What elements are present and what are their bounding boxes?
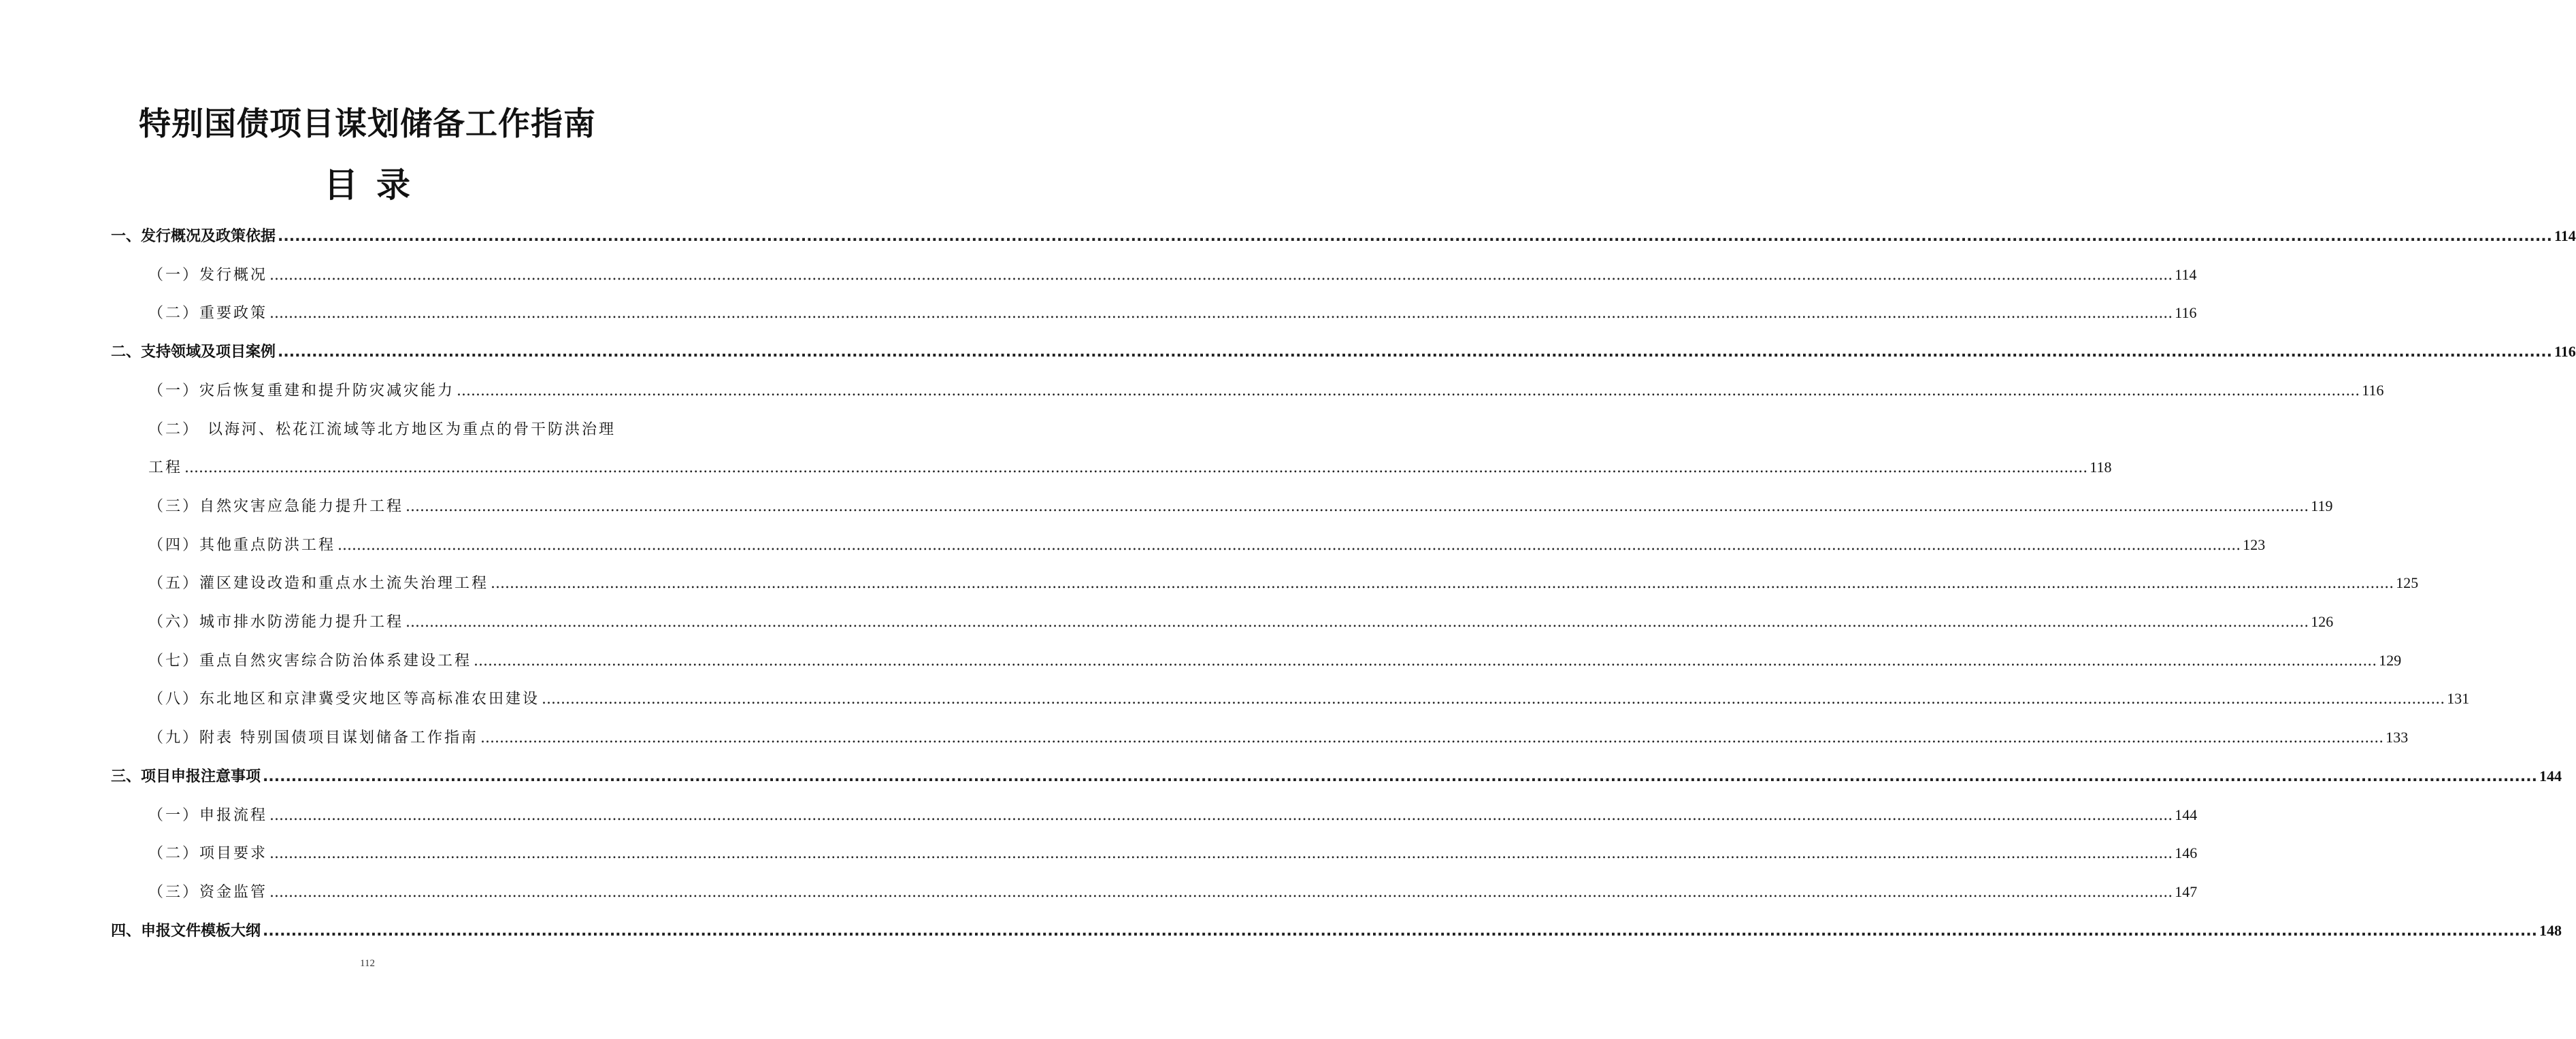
toc-heading [0, 158, 735, 207]
toc-leader-dots: ................................................................................................................................................................................................................................................................................................................................................................................................................ [480, 729, 2384, 746]
toc-entry-label: 重点自然灾害综合防治体系建设工程 [199, 653, 472, 670]
toc-entry-label: 灌区建设改造和重点水土流失治理工程 [199, 575, 489, 592]
toc-entry-label: 东北地区和京津冀受灾地区等高标准农田建设 [199, 691, 540, 708]
toc-leader-dots: ................................................................................................................................................................................................................................................................................................................................................................................................................ [269, 884, 2173, 901]
toc-entry-number: （三） [148, 498, 200, 515]
toc-heading-char-1: 目 [324, 165, 359, 205]
toc-entry-number: （五） [148, 575, 200, 592]
toc-leader-dots: ................................................................................................................................................................................................................................................................................................................................................................................................................ [278, 228, 2552, 245]
toc-entry-label: 一、发行概况及政策依据 [111, 228, 276, 245]
toc-entry-number: （二） [148, 845, 200, 862]
toc-entry-page: 114 [2175, 266, 2197, 283]
toc-entry[interactable] [111, 225, 2576, 246]
toc-entry-page: 144 [2539, 768, 2562, 785]
toc-entry[interactable] [148, 263, 2197, 284]
toc-entry[interactable] [148, 880, 2198, 902]
toc-entry-number: （七） [148, 653, 200, 670]
toc-entry-page: 116 [2554, 343, 2576, 360]
toc-leader-dots: ................................................................................................................................................................................................................................................................................................................................................................................................................ [491, 575, 2394, 592]
toc-entry[interactable] [148, 726, 2409, 747]
toc-leader-dots: ................................................................................................................................................................................................................................................................................................................................................................................................................ [406, 614, 2309, 631]
toc-entry-label: 资金监管 [199, 884, 268, 901]
toc-leader-dots: ................................................................................................................................................................................................................................................................................................................................................................................................................ [269, 305, 2173, 322]
toc-entry-page: 119 [2311, 497, 2333, 514]
toc-entry-page: 147 [2175, 883, 2198, 900]
toc-entry[interactable] [148, 456, 2112, 477]
toc-entry-label: 以海河、松花江流域等北方地区为重点的骨干防洪治理 [208, 421, 616, 438]
toc-entry[interactable] [148, 533, 2266, 555]
toc-entry-number: （六） [148, 614, 200, 631]
toc-entry-label: 四、申报文件模板大纲 [111, 923, 261, 940]
toc-entry-number: （四） [148, 537, 200, 554]
toc-entry-page: 131 [2447, 690, 2470, 707]
toc-entry[interactable] [148, 418, 623, 439]
toc-entry[interactable] [148, 804, 2198, 825]
toc-entry-page: 133 [2385, 729, 2409, 746]
toc-entry[interactable] [111, 340, 2576, 361]
document-title: 特别国债项目谋划储备工作指南 [139, 105, 596, 143]
toc-entry[interactable] [148, 379, 2384, 400]
toc-entry-page: 118 [2090, 459, 2112, 476]
toc-leader-dots: ................................................................................................................................................................................................................................................................................................................................................................................................................ [337, 537, 2241, 554]
toc-entry-label: 申报流程 [199, 807, 268, 824]
toc-entry[interactable] [148, 842, 2198, 863]
toc-leader-dots: ................................................................................................................................................................................................................................................................................................................................................................................................................ [542, 691, 2445, 708]
toc-entry-label: 城市排水防涝能力提升工程 [199, 614, 404, 631]
toc-entry-number: （一） [148, 382, 200, 399]
toc-entry[interactable] [148, 495, 2333, 516]
toc-entry-label: 项目要求 [199, 845, 268, 862]
toc-entry-label: 灾后恢复重建和提升防灾减灾能力 [199, 382, 455, 399]
toc-leader-dots: ................................................................................................................................................................................................................................................................................................................................................................................................................ [269, 845, 2173, 862]
toc-entry-number: （二） [148, 305, 200, 322]
toc-entry-page: 123 [2243, 536, 2266, 553]
toc-leader-dots: ................................................................................................................................................................................................................................................................................................................................................................................................................ [269, 807, 2173, 824]
toc-entry-number: （一） [148, 807, 200, 824]
toc-entry-number: （八） [148, 691, 200, 708]
toc-entry-label: 三、项目申报注意事项 [111, 768, 261, 785]
toc-leader-dots: ................................................................................................................................................................................................................................................................................................................................................................................................................ [278, 344, 2552, 361]
toc-entry[interactable] [148, 572, 2419, 593]
toc-heading-char-2: 录 [376, 165, 411, 205]
toc-leader-dots: ................................................................................................................................................................................................................................................................................................................................................................................................................ [263, 768, 2537, 785]
toc-entry-page: 148 [2539, 922, 2562, 939]
toc-entry[interactable] [111, 919, 2562, 940]
toc-entry-label: 自然灾害应急能力提升工程 [199, 498, 404, 515]
toc-entry-page: 114 [2554, 227, 2576, 244]
page-number: 112 [360, 958, 375, 969]
toc-leader-dots: ................................................................................................................................................................................................................................................................................................................................................................................................................ [269, 267, 2173, 284]
toc-entry-number: （九） [148, 729, 200, 746]
toc-entry[interactable] [148, 649, 2402, 670]
toc-leader-dots: ................................................................................................................................................................................................................................................................................................................................................................................................................ [263, 923, 2537, 940]
toc-entry-page: 144 [2175, 806, 2198, 823]
toc-entry-page: 116 [2362, 382, 2384, 399]
toc-entry[interactable] [148, 687, 2470, 708]
toc-leader-dots: ................................................................................................................................................................................................................................................................................................................................................................................................................ [406, 498, 2309, 515]
toc-entry-label: 重要政策 [199, 305, 268, 322]
toc-entry-page: 125 [2396, 574, 2419, 591]
toc-leader-dots: ................................................................................................................................................................................................................................................................................................................................................................................................................ [184, 459, 2088, 476]
toc-entry[interactable] [111, 765, 2562, 786]
toc-leader-dots: ................................................................................................................................................................................................................................................................................................................................................................................................................ [457, 382, 2360, 399]
toc-entry-number: （一） [148, 267, 200, 284]
toc-entry-page: 129 [2379, 652, 2402, 669]
toc-entry-page: 126 [2311, 613, 2334, 630]
toc-entry-label: 其他重点防洪工程 [199, 537, 336, 554]
toc-entry-number: （三） [148, 884, 200, 901]
toc-entry-label: 二、支持领域及项目案例 [111, 344, 276, 361]
toc-entry[interactable] [148, 301, 2197, 323]
toc-leader-dots: ................................................................................................................................................................................................................................................................................................................................................................................................................ [474, 653, 2377, 670]
toc-entry-number: （二） [148, 421, 200, 438]
toc-entry-label: 附表 特别国债项目谋划储备工作指南 [199, 729, 479, 746]
toc-entry-label: 发行概况 [199, 267, 268, 284]
toc-entry-page: 116 [2175, 304, 2197, 321]
toc-entry[interactable] [148, 610, 2334, 631]
toc-entry-page: 146 [2175, 844, 2198, 861]
toc-entry-label: 工程 [148, 459, 183, 476]
